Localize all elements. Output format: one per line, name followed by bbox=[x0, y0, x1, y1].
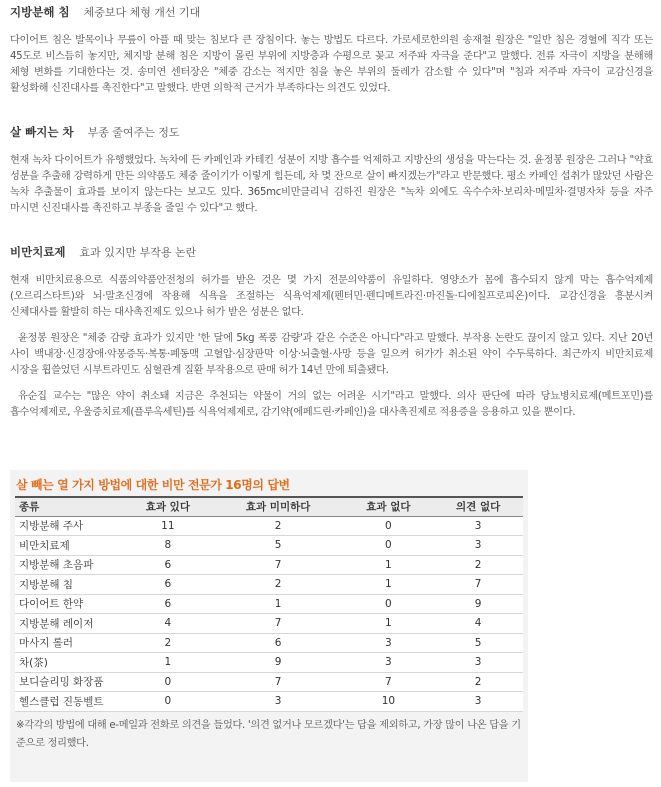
table-row bbox=[15, 536, 523, 556]
cell-value: 10 bbox=[344, 692, 434, 712]
cell-value: 2 bbox=[433, 672, 523, 692]
table-body bbox=[15, 516, 523, 711]
row-name: 마사지 롤러 bbox=[15, 633, 123, 653]
cell-value: 0 bbox=[123, 672, 213, 692]
cell-value: 9 bbox=[433, 594, 523, 614]
cell-value: 7 bbox=[344, 672, 434, 692]
cell-value: 8 bbox=[123, 536, 213, 556]
section-header bbox=[10, 4, 653, 24]
table-row bbox=[15, 594, 523, 614]
cell-value: 7 bbox=[433, 575, 523, 595]
cell-value: 6 bbox=[123, 594, 213, 614]
cell-value: 1 bbox=[213, 594, 344, 614]
cell-value: 9 bbox=[213, 653, 344, 673]
section-subtitle: 부종 줄여주는 정도 bbox=[87, 126, 180, 139]
section-obesity-drugs bbox=[10, 244, 653, 421]
table-row bbox=[15, 672, 523, 692]
section-subtitle: 체중보다 체형 개선 기대 bbox=[83, 6, 201, 19]
survey-table bbox=[15, 496, 523, 712]
column-header-type: 종류 bbox=[15, 497, 123, 516]
paragraph: 다이어트 침은 발목이나 무릎이 아플 때 맞는 침보다 큰 장침이다. 놓는 방법도 다르다. 가로세로한의원 송재철 원장은 "일반 침은 경혈에 직각 또는 45도로 비스듬히 놓지만, 체지방 분해 침은 지방이 몰린 부위에 지방층과 수평으로 꽂고 저주파 자극을 준다"고 말했다. 전류 자극이 지방을 분해해 체형 변화를 기대한다는 것. 송미연 센터장은 "체중 감소는 적지만 침을 놓은 부위의 둘레가 감소할 수 있다"며 "침과 저주파 자극이 교감신경을 활성화해 신진대사를 촉진한다"고 말했다. 반면 의학적 근거가 부족하다는 의견도 있었다. bbox=[10, 35, 653, 94]
cell-value: 4 bbox=[433, 614, 523, 634]
section-title: 비만치료제 bbox=[10, 245, 66, 259]
cell-value: 6 bbox=[123, 555, 213, 575]
cell-value: 3 bbox=[213, 692, 344, 712]
cell-value: 5 bbox=[433, 633, 523, 653]
cell-value: 7 bbox=[213, 614, 344, 634]
row-name: 헬스클럽 진동벨트 bbox=[15, 692, 123, 712]
paragraph: 유순집 교수는 "많은 약이 취소돼 지금은 추천되는 약물이 거의 없는 어려운 시기"라고 말했다. 의사 판단에 따라 당뇨병치료제(메트포민)를 흡수억제제로, 우울증치료제(플루옥세틴)를 식욕억제제로, 감기약(에페드린·카페인)을 대사촉진제로 적용증을 응용하고 있을 뿐이다. bbox=[10, 391, 653, 418]
paragraph: 현재 녹차 다이어트가 유행했었다. 녹차에 든 카페인과 카테킨 성분이 지방 흡수를 억제하고 지방산의 생성을 막는다는 것. 윤정봉 원장은 그러나 "약효 성분을 추출해 강력하게 만든 의약품도 체중 줄이기가 이렇게 힘든데, 차 몇 잔으로 살이 빠지겠는가"라고 반문했다. 평소 카페인 섭취가 많았던 사람은 녹차 추출물이 효과를 보이지 않는다는 보고도 있다. 365mc비만클리닉 김하진 원장은 "녹차 외에도 옥수수차·보리차·메밀차·결명자차 등을 자주 마시면 신진대사를 촉진하고 부종을 줄일 수 있다"고 했다. bbox=[10, 155, 653, 214]
cell-value: 3 bbox=[433, 653, 523, 673]
cell-value: 6 bbox=[123, 575, 213, 595]
header-row bbox=[15, 497, 523, 516]
survey-figure bbox=[10, 470, 528, 782]
cell-value: 5 bbox=[213, 536, 344, 556]
table-row bbox=[15, 575, 523, 595]
cell-value: 1 bbox=[344, 614, 434, 634]
cell-value: 4 bbox=[123, 614, 213, 634]
section-header bbox=[10, 124, 653, 144]
cell-value: 0 bbox=[344, 594, 434, 614]
cell-value: 3 bbox=[433, 536, 523, 556]
cell-value: 1 bbox=[344, 555, 434, 575]
cell-value: 7 bbox=[213, 555, 344, 575]
cell-value: 1 bbox=[344, 575, 434, 595]
column-header-effective: 효과 있다 bbox=[123, 497, 213, 516]
cell-value: 3 bbox=[344, 633, 434, 653]
section-title: 지방분해 침 bbox=[10, 5, 70, 19]
row-name: 보디슬리밍 화장품 bbox=[15, 672, 123, 692]
table-row bbox=[15, 633, 523, 653]
cell-value: 3 bbox=[433, 516, 523, 536]
section-acupuncture bbox=[10, 4, 653, 97]
cell-value: 1 bbox=[123, 653, 213, 673]
cell-value: 2 bbox=[123, 633, 213, 653]
section-subtitle: 효과 있지만 부작용 논란 bbox=[79, 246, 197, 259]
paragraph: 현재 비만치료용으로 식품의약품안전청의 허가를 받은 것은 몇 가지 전문의약품이 유일하다. 영양소가 몸에 흡수되지 않게 막는 흡수억제제(오르리스타트)와 뇌·말초신경에 작용해 식욕을 조절하는 식욕억제제(펜터민·펜디메트라진·마진돌·디에칠프로피온)이다. 교감신경을 흥분시켜 신체대사를 활발히 하는 대사촉진제도 있으나 허가 받은 성분은 없다. bbox=[10, 275, 653, 318]
table-row bbox=[15, 614, 523, 634]
section-tea bbox=[10, 124, 653, 217]
figure-header bbox=[10, 470, 528, 496]
table-row bbox=[15, 692, 523, 712]
cell-value: 2 bbox=[213, 575, 344, 595]
cell-value: 2 bbox=[213, 516, 344, 536]
column-header-no-opinion: 의견 없다 bbox=[433, 497, 523, 516]
paragraph: 윤정봉 원장은 "체중 감량 효과가 있지만 '한 달에 5kg 폭풍 감량'과 같은 수준은 아니다"라고 말했다. 부작용 논란도 끊이지 않고 있다. 지난 20년 사이 백내장·신경장애·악몽증독·복통·폐동맥 고혈압·심장판막 이상·뇌출혈·사망 등을 일으켜 허가가 취소된 약이 수두룩하다. 최근까지 비만치료제 시장을 휩쓸었던 시부트라민도 심혈관계 질환 부작용으로 판매 허가 14년 만에 퇴출됐다. bbox=[10, 333, 653, 376]
cell-value: 6 bbox=[213, 633, 344, 653]
row-name: 다이어트 한약 bbox=[15, 594, 123, 614]
column-header-minimal: 효과 미미하다 bbox=[213, 497, 344, 516]
cell-value: 0 bbox=[344, 536, 434, 556]
row-name: 비만치료제 bbox=[15, 536, 123, 556]
table-header bbox=[15, 497, 523, 516]
section-title: 살 빠지는 차 bbox=[10, 125, 74, 139]
row-name: 지방분해 초음파 bbox=[15, 555, 123, 575]
cell-value: 3 bbox=[344, 653, 434, 673]
section-header bbox=[10, 244, 653, 264]
table-row bbox=[15, 516, 523, 536]
column-header-no-effect: 효과 없다 bbox=[344, 497, 434, 516]
figure-note: ※각각의 방법에 대해 e-메일과 전화로 의견을 들었다. '의견 없거나 모르겠다'는 답을 제외하고, 가장 많이 나온 답을 기준으로 정리했다. bbox=[16, 719, 521, 749]
cell-value: 0 bbox=[123, 692, 213, 712]
cell-value: 11 bbox=[123, 516, 213, 536]
row-name: 지방분해 레이저 bbox=[15, 614, 123, 634]
table-row bbox=[15, 653, 523, 673]
figure-title: 살 빼는 열 가지 방법에 대한 비만 전문가 16명의 답변 bbox=[16, 478, 290, 492]
cell-value: 7 bbox=[213, 672, 344, 692]
cell-value: 3 bbox=[433, 692, 523, 712]
cell-value: 0 bbox=[344, 516, 434, 536]
row-name: 지방분해 주사 bbox=[15, 516, 123, 536]
row-name: 지방분해 침 bbox=[15, 575, 123, 595]
row-name: 차(茶) bbox=[15, 653, 123, 673]
table-row bbox=[15, 555, 523, 575]
cell-value: 2 bbox=[433, 555, 523, 575]
